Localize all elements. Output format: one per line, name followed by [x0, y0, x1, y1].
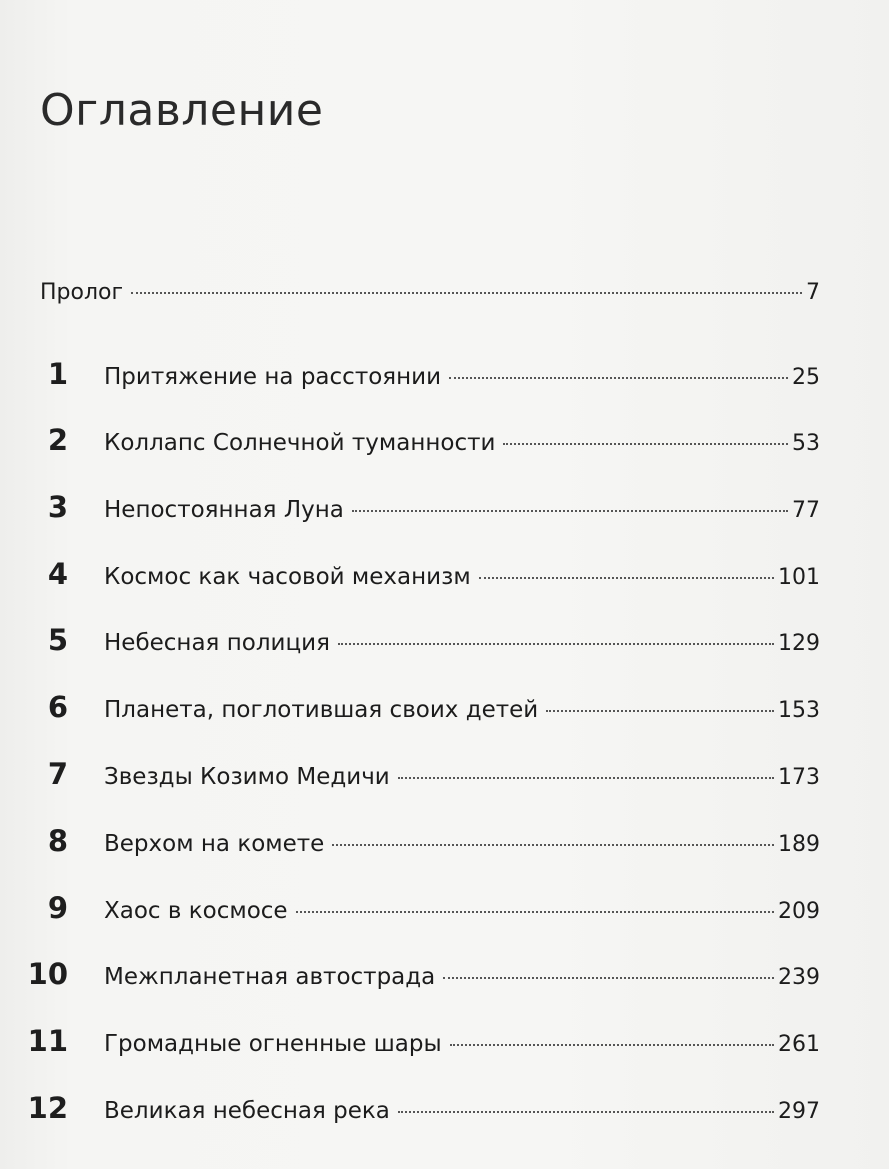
toc-entry-chapter-8	[0, 824, 820, 858]
chapter-number: 6	[47, 690, 68, 724]
toc-entry-chapter-4	[0, 557, 820, 591]
toc-entry-chapter-2	[0, 423, 820, 457]
chapter-number: 8	[47, 824, 68, 858]
toc-entry-prologue	[40, 280, 820, 305]
dot-leader	[546, 710, 774, 712]
toc-entry-title: Великая небесная река	[104, 1098, 390, 1124]
toc-entry-chapter-5	[0, 623, 820, 657]
toc-entry-title: Пролог	[40, 280, 124, 305]
dot-leader	[131, 292, 802, 294]
toc-entry-title: Небесная полиция	[104, 630, 330, 656]
page-title: Оглавление	[40, 85, 324, 137]
toc-entry-title: Коллапс Солнечной туманности	[104, 430, 496, 456]
toc-entry-page: 239	[778, 965, 820, 990]
chapter-number: 11	[27, 1024, 68, 1058]
chapter-number: 3	[47, 490, 68, 524]
chapter-number: 10	[27, 957, 68, 991]
toc-entry-title: Громадные огненные шары	[104, 1031, 442, 1057]
toc-entry-chapter-11	[0, 1024, 820, 1058]
dot-leader	[479, 577, 774, 579]
chapter-number: 9	[47, 891, 68, 925]
toc-entry-title: Планета, поглотившая своих детей	[104, 697, 539, 723]
dot-leader	[332, 844, 774, 846]
toc-entry-page: 129	[778, 631, 820, 656]
dot-leader	[352, 510, 788, 512]
chapter-number: 12	[27, 1091, 68, 1125]
toc-entry-title: Звезды Козимо Медичи	[104, 764, 390, 790]
toc-entry-title: Верхом на комете	[104, 831, 325, 857]
toc-entry-page: 7	[806, 280, 820, 305]
dot-leader	[450, 1044, 774, 1046]
chapter-number: 5	[47, 623, 68, 657]
toc-entry-page: 53	[792, 431, 820, 456]
toc-entry-page: 25	[792, 365, 820, 390]
dot-leader	[503, 443, 788, 445]
toc-entry-title: Хаос в космосе	[104, 898, 288, 924]
dot-leader	[443, 977, 774, 979]
toc-entry-title: Притяжение на расстоянии	[104, 364, 442, 390]
toc-entry-page: 297	[778, 1099, 820, 1124]
toc-entry-chapter-9	[0, 891, 820, 925]
toc-entry-title: Непостоянная Луна	[104, 497, 344, 523]
chapter-number: 7	[47, 757, 68, 791]
toc-entry-page: 101	[778, 565, 820, 590]
toc-entry-page: 189	[778, 832, 820, 857]
toc-entry-page: 261	[778, 1032, 820, 1057]
toc-entry-chapter-3	[0, 490, 820, 524]
chapter-number: 4	[47, 557, 68, 591]
toc-entry-title: Межпланетная автострада	[104, 964, 436, 990]
toc-entry-chapter-12	[0, 1091, 820, 1125]
toc-entry-page: 173	[778, 765, 820, 790]
toc-entry-page: 153	[778, 698, 820, 723]
toc-entry-page: 209	[778, 899, 820, 924]
dot-leader	[449, 377, 788, 379]
dot-leader	[398, 777, 774, 779]
toc-entry-chapter-6	[0, 690, 820, 724]
dot-leader	[398, 1111, 774, 1113]
toc-entry-chapter-10	[0, 957, 820, 991]
dot-leader	[296, 911, 774, 913]
chapter-number: 2	[47, 423, 68, 457]
toc-entry-chapter-1	[0, 357, 820, 391]
toc-entry-title: Космос как часовой механизм	[104, 564, 471, 590]
dot-leader	[338, 643, 774, 645]
chapter-number: 1	[47, 357, 68, 391]
toc-entry-chapter-7	[0, 757, 820, 791]
toc-entry-page: 77	[792, 498, 820, 523]
